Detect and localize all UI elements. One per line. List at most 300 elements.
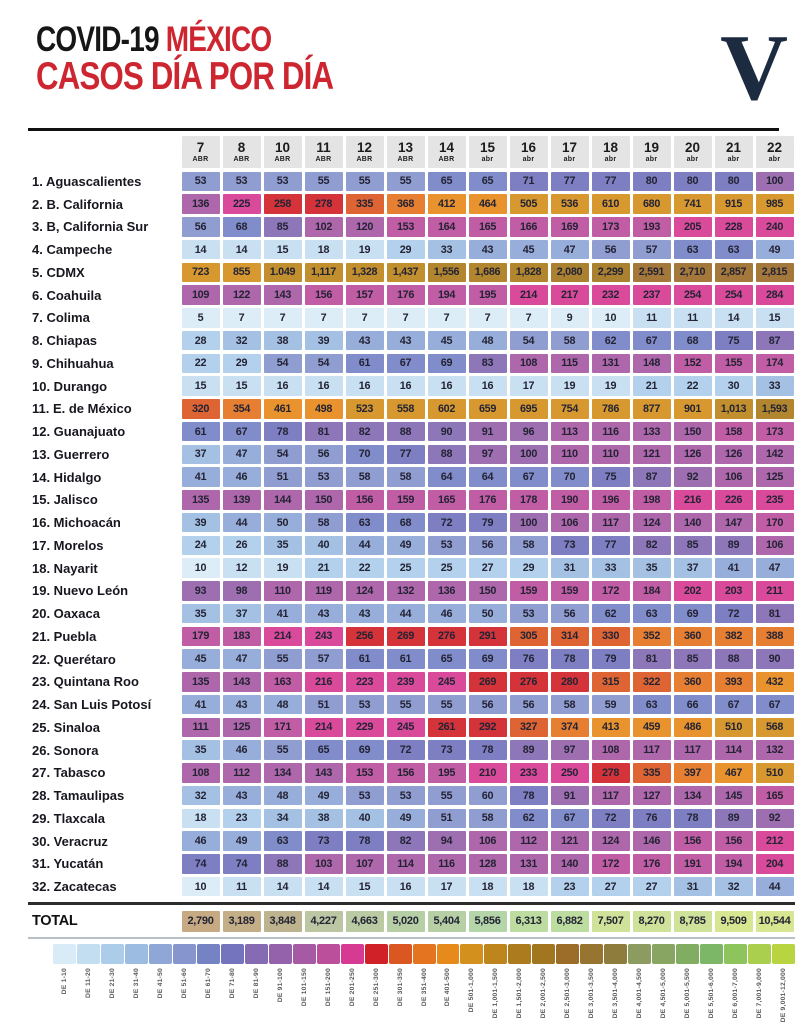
legend-swatch [437, 944, 460, 964]
state-label: 26. Sonora [32, 742, 99, 758]
value-cell [590, 511, 631, 534]
value-cell [549, 466, 590, 489]
color-legend [53, 944, 795, 1022]
value-box: 15 [223, 376, 261, 396]
value-box: 72 [715, 604, 753, 624]
header-divider [28, 128, 779, 131]
value-cell [262, 284, 303, 307]
value-box: 330 [592, 627, 630, 647]
value-cell [590, 193, 631, 216]
value-box: 232 [592, 285, 630, 305]
value-box: 62 [510, 809, 548, 829]
value-cell [713, 807, 754, 830]
value-box: 855 [223, 263, 261, 283]
state-label: 11. E. de México [32, 401, 132, 417]
value-box: 89 [715, 536, 753, 556]
value-box: 38 [305, 809, 343, 829]
value-cell [549, 716, 590, 739]
value-box: 77 [551, 172, 589, 192]
value-cell [672, 375, 713, 398]
value-box: 109 [182, 285, 220, 305]
value-box: 237 [633, 285, 671, 305]
value-cell [303, 375, 344, 398]
value-cell [180, 716, 221, 739]
value-box: 111 [182, 718, 220, 738]
value-box: 69 [674, 604, 712, 624]
value-box: 76 [510, 649, 548, 669]
value-cell [631, 716, 672, 739]
value-box: 276 [428, 627, 466, 647]
legend-label: DE 3,501-4,000 [612, 968, 620, 1019]
date-month: ABR [356, 156, 373, 163]
value-cell [754, 238, 795, 261]
value-box: 225 [223, 194, 261, 214]
value-box: 133 [633, 422, 671, 442]
value-cell [549, 443, 590, 466]
value-box: 49 [305, 786, 343, 806]
value-box: 166 [510, 217, 548, 237]
value-cell [344, 489, 385, 512]
value-box: 18 [182, 809, 220, 829]
value-cell [631, 648, 672, 671]
date-column-header [264, 136, 302, 168]
value-box: 16 [346, 376, 384, 396]
value-cell [344, 466, 385, 489]
value-cell [385, 398, 426, 421]
value-box: 30 [715, 376, 753, 396]
value-box: 245 [428, 672, 466, 692]
value-box: 81 [633, 649, 671, 669]
value-box: 610 [592, 194, 630, 214]
value-cell [631, 238, 672, 261]
value-cell [180, 625, 221, 648]
legend-label: DE 11-20 [84, 968, 92, 998]
value-box: 56 [551, 604, 589, 624]
value-box: 53 [182, 172, 220, 192]
value-cell [467, 352, 508, 375]
legend-item [221, 944, 244, 1022]
value-box: 157 [346, 285, 384, 305]
legend-label: DE 5,001-5,500 [684, 968, 692, 1019]
value-cell [590, 693, 631, 716]
total-cell [385, 908, 426, 934]
value-box: 119 [305, 581, 343, 601]
total-cell [221, 908, 262, 934]
value-box: 121 [633, 445, 671, 465]
value-box: 100 [510, 513, 548, 533]
value-box: 53 [346, 786, 384, 806]
value-cell [549, 853, 590, 876]
value-cell [385, 511, 426, 534]
value-box: 81 [756, 604, 794, 624]
value-cell [180, 443, 221, 466]
value-cell [344, 216, 385, 239]
value-cell [672, 557, 713, 580]
value-box: 48 [469, 331, 507, 351]
value-cell [672, 830, 713, 853]
value-cell [467, 784, 508, 807]
legend-swatch [748, 944, 771, 964]
value-box: 127 [633, 786, 671, 806]
value-cell [344, 739, 385, 762]
value-box: 94 [428, 831, 466, 851]
value-cell [754, 671, 795, 694]
value-cell [672, 853, 713, 876]
value-box: 53 [346, 695, 384, 715]
value-cell [303, 420, 344, 443]
value-cell [549, 398, 590, 421]
value-cell [590, 739, 631, 762]
value-cell [221, 716, 262, 739]
value-box: 136 [182, 194, 220, 214]
value-box: 19 [551, 376, 589, 396]
value-box: 233 [510, 763, 548, 783]
value-box: 78 [674, 809, 712, 829]
value-box: 77 [387, 445, 425, 465]
value-box: 67 [756, 695, 794, 715]
value-box: 7 [264, 308, 302, 328]
legend-swatch [413, 944, 436, 964]
value-box: 498 [305, 399, 343, 419]
value-cell [549, 193, 590, 216]
value-cell [590, 375, 631, 398]
value-box: 352 [633, 627, 671, 647]
value-cell [590, 489, 631, 512]
value-box: 240 [756, 217, 794, 237]
legend-label: DE 51-60 [180, 968, 188, 999]
value-box: 741 [674, 194, 712, 214]
value-box: 53 [387, 786, 425, 806]
value-cell [508, 830, 549, 853]
value-cell [672, 511, 713, 534]
value-cell [303, 625, 344, 648]
value-cell [262, 352, 303, 375]
value-cell [754, 420, 795, 443]
value-box: 11 [223, 877, 261, 897]
legend-item [484, 944, 507, 1022]
value-cell [631, 170, 672, 193]
value-cell [631, 602, 672, 625]
date-column-header [182, 136, 220, 168]
total-cell [303, 908, 344, 934]
value-cell [631, 443, 672, 466]
value-cell [754, 830, 795, 853]
value-cell [426, 398, 467, 421]
value-cell [672, 238, 713, 261]
value-cell [508, 875, 549, 898]
value-cell [221, 625, 262, 648]
value-cell [385, 602, 426, 625]
value-box: 46 [182, 831, 220, 851]
total-row [28, 902, 795, 939]
value-box: 142 [756, 445, 794, 465]
date-day: 16 [520, 140, 537, 155]
value-box: 70 [551, 467, 589, 487]
value-cell [549, 762, 590, 785]
title-line1 [36, 22, 333, 57]
value-cell [590, 466, 631, 489]
value-cell [754, 875, 795, 898]
value-box: 278 [592, 763, 630, 783]
value-cell [221, 489, 262, 512]
value-box: 33 [592, 558, 630, 578]
date-day: 14 [438, 140, 455, 155]
date-column-header [428, 136, 466, 168]
date-month: abr [563, 156, 576, 163]
value-cell [508, 739, 549, 762]
value-cell [344, 716, 385, 739]
value-box: 280 [551, 672, 589, 692]
value-cell [385, 853, 426, 876]
value-box: 73 [428, 740, 466, 760]
value-box: 80 [674, 172, 712, 192]
value-box: 72 [428, 513, 466, 533]
value-box: 89 [715, 809, 753, 829]
value-cell [672, 398, 713, 421]
value-cell [754, 762, 795, 785]
value-box: 48 [264, 695, 302, 715]
value-cell [672, 784, 713, 807]
value-cell [344, 193, 385, 216]
value-cell [590, 261, 631, 284]
value-box: 510 [756, 763, 794, 783]
value-box: 176 [469, 490, 507, 510]
value-box: 320 [182, 399, 220, 419]
value-cell [180, 534, 221, 557]
value-box: 131 [510, 854, 548, 874]
value-box: 128 [469, 854, 507, 874]
value-box: 360 [674, 672, 712, 692]
value-box: 190 [551, 490, 589, 510]
value-cell [508, 534, 549, 557]
value-cell [303, 671, 344, 694]
value-box: 114 [715, 740, 753, 760]
value-cell [590, 648, 631, 671]
value-cell [303, 853, 344, 876]
value-cell [180, 853, 221, 876]
value-cell [426, 648, 467, 671]
value-box: 69 [469, 649, 507, 669]
value-cell [467, 762, 508, 785]
total-box: 5,404 [428, 911, 466, 932]
value-cell [262, 648, 303, 671]
value-box: 33 [428, 240, 466, 260]
value-cell [180, 580, 221, 603]
value-cell [631, 489, 672, 512]
value-box: 43 [223, 786, 261, 806]
value-box: 148 [633, 354, 671, 374]
value-cell [221, 853, 262, 876]
value-box: 65 [428, 172, 466, 192]
value-box: 55 [264, 740, 302, 760]
value-box: 7 [223, 308, 261, 328]
value-box: 82 [346, 422, 384, 442]
date-month: ABR [438, 156, 455, 163]
value-cell [303, 261, 344, 284]
value-cell [344, 602, 385, 625]
value-box: 110 [592, 445, 630, 465]
value-cell [385, 671, 426, 694]
state-label: 9. Chihuahua [32, 355, 114, 371]
value-cell [631, 329, 672, 352]
value-box: 56 [182, 217, 220, 237]
legend-label: DE 81-90 [252, 968, 260, 999]
value-box: 214 [264, 627, 302, 647]
value-cell [467, 284, 508, 307]
total-box: 2,790 [182, 911, 220, 932]
legend-swatch [700, 944, 723, 964]
value-box: 35 [182, 604, 220, 624]
value-cell [508, 648, 549, 671]
date-day: 13 [397, 140, 414, 155]
value-cell [221, 193, 262, 216]
value-cell [754, 557, 795, 580]
value-cell [385, 830, 426, 853]
value-box: 14 [715, 308, 753, 328]
value-box: 695 [510, 399, 548, 419]
date-month: abr [481, 156, 494, 163]
value-box: 41 [264, 604, 302, 624]
value-cell [754, 693, 795, 716]
value-cell [713, 716, 754, 739]
value-box: 305 [510, 627, 548, 647]
value-cell [303, 739, 344, 762]
legend-item [269, 944, 292, 1022]
value-cell [549, 784, 590, 807]
value-box: 67 [715, 695, 753, 715]
value-cell [631, 853, 672, 876]
value-box: 53 [428, 536, 466, 556]
legend-label: DE 251-300 [372, 968, 380, 1007]
value-cell [508, 762, 549, 785]
value-cell [180, 238, 221, 261]
value-box: 112 [510, 831, 548, 851]
legend-swatch [508, 944, 531, 964]
value-cell [549, 534, 590, 557]
state-label: 21. Puebla [32, 628, 97, 644]
value-box: 393 [715, 672, 753, 692]
total-box: 4,663 [346, 911, 384, 932]
value-cell [631, 807, 672, 830]
value-box: 91 [551, 786, 589, 806]
value-box: 60 [469, 786, 507, 806]
value-box: 49 [387, 536, 425, 556]
legend-swatch [341, 944, 364, 964]
value-cell [426, 625, 467, 648]
value-box: 322 [633, 672, 671, 692]
value-cell [262, 671, 303, 694]
value-box: 41 [182, 467, 220, 487]
value-cell [467, 580, 508, 603]
value-box: 131 [592, 354, 630, 374]
value-cell [385, 762, 426, 785]
value-cell [713, 443, 754, 466]
value-cell [303, 784, 344, 807]
value-box: 53 [223, 172, 261, 192]
value-cell [631, 307, 672, 330]
value-cell [180, 420, 221, 443]
value-box: 382 [715, 627, 753, 647]
total-box: 4,227 [305, 911, 343, 932]
value-box: 172 [592, 581, 630, 601]
value-cell [754, 284, 795, 307]
value-cell [672, 739, 713, 762]
legend-swatch [293, 944, 316, 964]
value-cell [344, 261, 385, 284]
state-label: 12. Guanajuato [32, 424, 126, 440]
value-box: 58 [510, 536, 548, 556]
value-cell [344, 625, 385, 648]
value-box: 153 [387, 217, 425, 237]
value-box: 1.049 [264, 263, 302, 283]
value-cell [221, 466, 262, 489]
value-cell [180, 398, 221, 421]
value-box: 91 [469, 422, 507, 442]
value-cell [426, 443, 467, 466]
legend-swatch [652, 944, 675, 964]
value-box: 69 [346, 740, 384, 760]
value-box: 432 [756, 672, 794, 692]
date-column-header [592, 136, 630, 168]
date-day: 19 [643, 140, 660, 155]
value-box: 155 [715, 354, 753, 374]
value-cell [344, 762, 385, 785]
value-cell [713, 375, 754, 398]
value-box: 110 [551, 445, 589, 465]
value-cell [385, 284, 426, 307]
value-cell [221, 648, 262, 671]
value-cell [713, 420, 754, 443]
value-box: 568 [756, 718, 794, 738]
value-box: 45 [428, 331, 466, 351]
value-cell [508, 784, 549, 807]
value-box: 198 [633, 490, 671, 510]
value-cell [631, 466, 672, 489]
value-box: 17 [428, 877, 466, 897]
state-label: 30. Veracruz [32, 833, 108, 849]
value-cell [590, 170, 631, 193]
value-box: 269 [387, 627, 425, 647]
value-cell [303, 443, 344, 466]
value-cell [221, 762, 262, 785]
value-cell [180, 329, 221, 352]
total-cell [672, 908, 713, 934]
value-box: 96 [510, 422, 548, 442]
value-box: 412 [428, 194, 466, 214]
value-cell [262, 238, 303, 261]
value-cell [672, 580, 713, 603]
value-cell [590, 443, 631, 466]
value-cell [672, 307, 713, 330]
state-label: 31. Yucatán [32, 856, 104, 872]
value-cell [508, 489, 549, 512]
value-box: 63 [633, 604, 671, 624]
value-box: 90 [756, 649, 794, 669]
value-box: 22 [182, 354, 220, 374]
value-cell [713, 625, 754, 648]
legend-label: DE 9,001-12,000 [780, 968, 788, 1023]
value-cell [508, 693, 549, 716]
total-cell [508, 908, 549, 934]
legend-item [748, 944, 771, 1022]
value-cell [262, 534, 303, 557]
value-box: 117 [592, 513, 630, 533]
value-box: 115 [551, 354, 589, 374]
value-box: 510 [715, 718, 753, 738]
total-box: 5,856 [469, 911, 507, 932]
value-cell [590, 398, 631, 421]
date-day: 15 [479, 140, 496, 155]
